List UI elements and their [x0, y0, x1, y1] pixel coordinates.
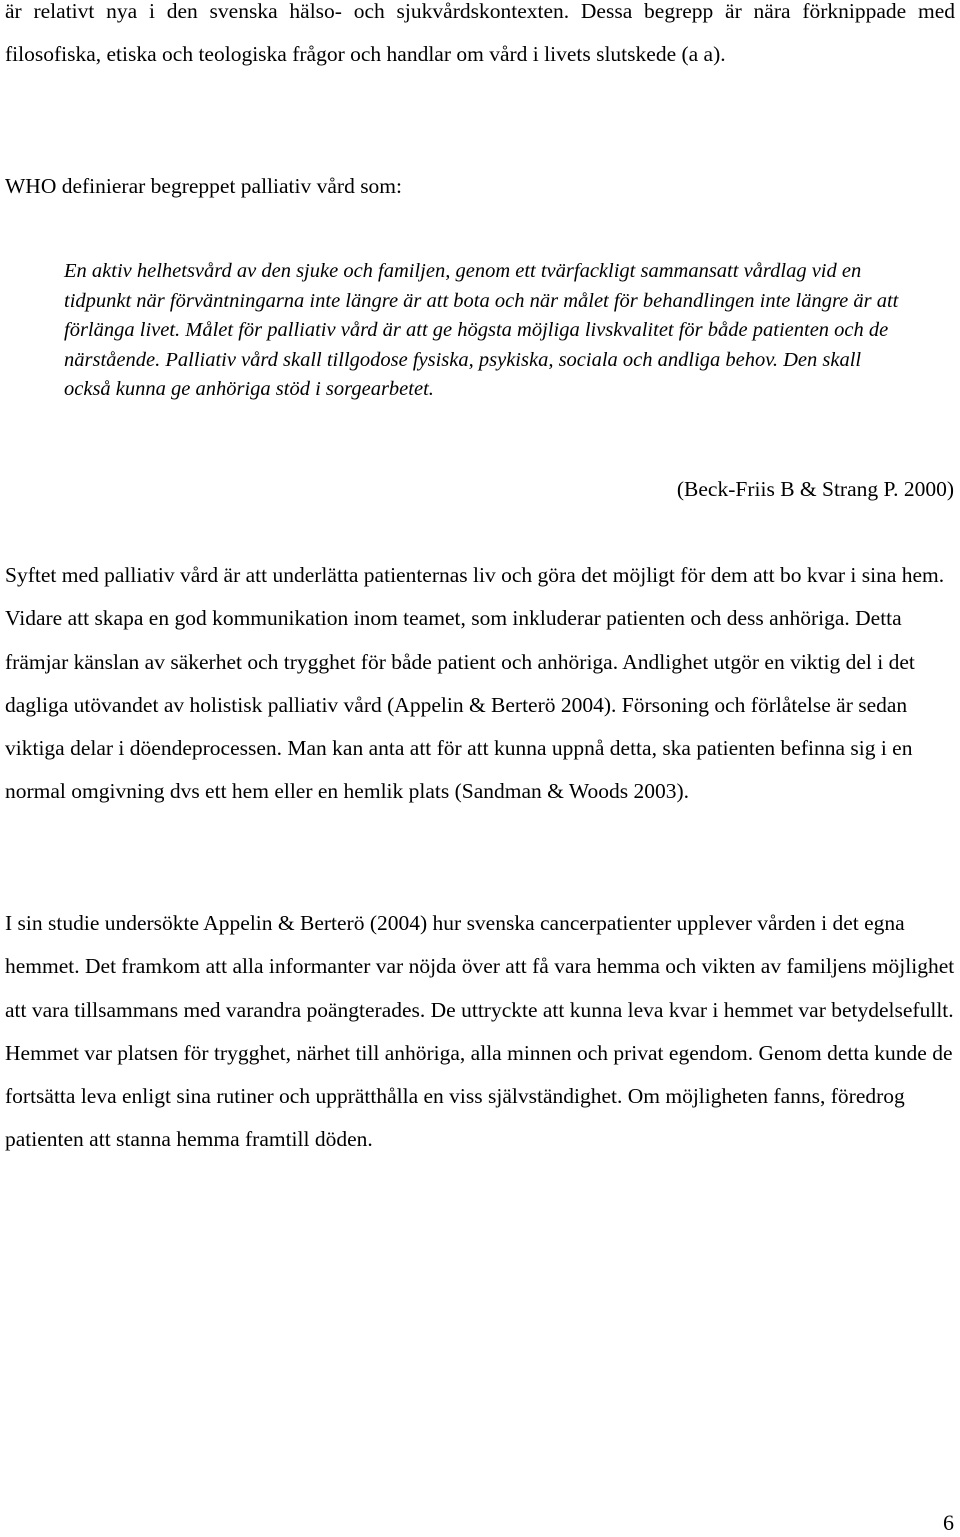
paragraph-syftet: Syftet med palliativ vård är att underlätta patienternas liv och göra det möjligt för dem att bo kvar i sina hem. Vidare att skapa en god kommunikation inom teamet, som inkluderar patienten och dess anhöriga. Detta främjar känslan av säkerhet och trygghet för både patient och anhöriga. Andlighet utgör en viktig del i det dagliga utövandet av holistisk palliativ vård (Appelin & Berterö 2004). Försoning och förlåtelse är sedan viktiga delar i döendeprocessen. Man kan anta att för att kunna uppnå detta, ska patienten befinna sig i en normal omgivning dvs ett hem eller en hemlik plats (Sandman & Woods 2003). [5, 563, 945, 804]
paragraph-studie: I sin studie undersökte Appelin & Berterö (2004) hur svenska cancerpatienter upplever vården i det egna hemmet. Det framkom att alla informanter var nöjda över att få vara hemma och vikten av familjens möjlighet att vara tillsammans med varandra poängterades. De uttryckte att kunna leva kvar i hemmet var betydelsefullt. Hemmet var platsen för trygghet, närhet till anhöriga, alla minnen och privat egendom. Genom detta kunde de fortsätta leva enligt sina rutiner och upprätthålla en viss självständighet. Om möjligheten fanns, föredrog patienten att stanna hemma framtill döden. [5, 911, 955, 1152]
paragraph-intro: är relativt nya i den svenska hälso- och sjukvårdskontexten. Dessa begrepp är nära förknippade med filosofiska, etiska och teologiska frågor och handlar om vård i livets slutskede (a a). [5, 0, 955, 67]
quote-citation: (Beck-Friis B & Strang P. 2000) [676, 477, 954, 501]
page-number: 6 [943, 1510, 954, 1535]
paragraph-who-definition-lead: WHO definierar begreppet palliativ vård som: [5, 174, 403, 198]
block-quote-who-definition: En aktiv helhetsvård av den sjuke och familjen, genom ett tvärfackligt sammansatt vårdlag vid en tidpunkt när förväntningarna inte längre är att bota och när målet för behandlingen inte längre är att förlänga livet. Målet för palliativ vård är att ge högsta möjliga livskvalitet för både patienten och de närstående. Palliativ vård skall tillgodose fysiska, psykiska, sociala och andliga behov. Den skall också kunna ge anhöriga stöd i sorgearbetet. [64, 260, 899, 401]
